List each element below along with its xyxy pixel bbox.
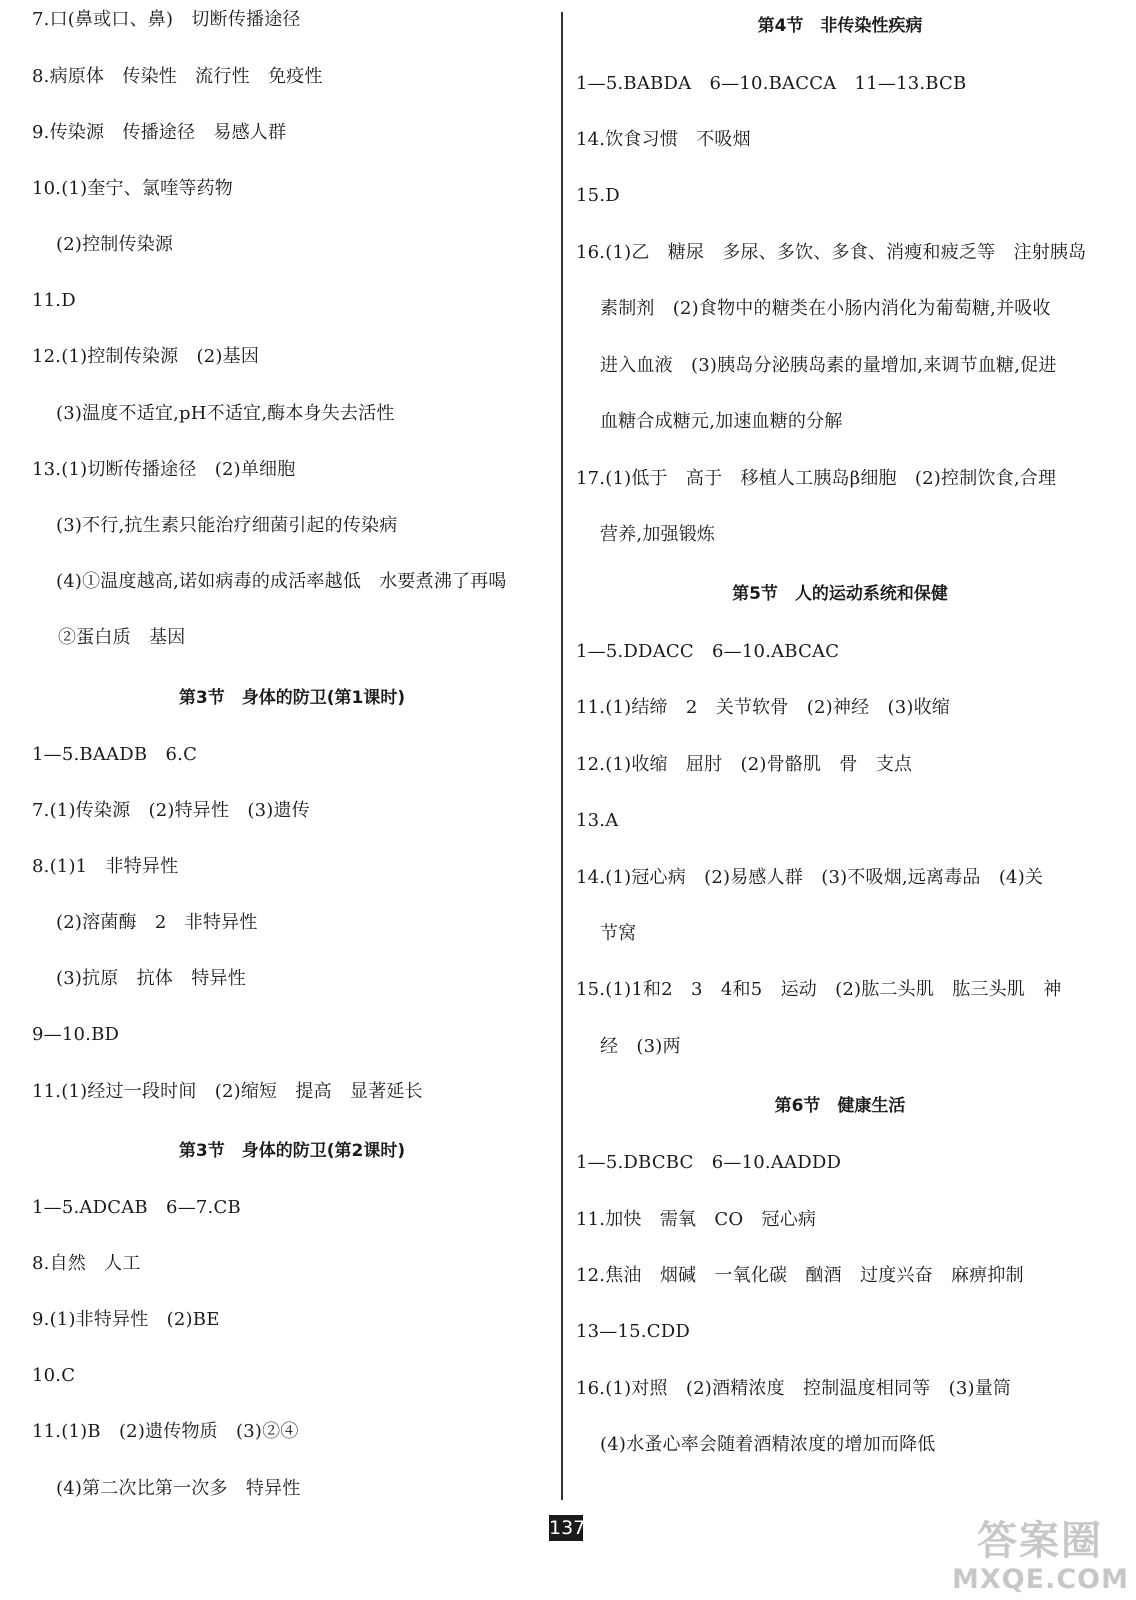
answer-line: 12.焦油 烟碱 一氧化碳 酗酒 过度兴奋 麻痹抑制	[576, 1265, 1024, 1286]
answer-line: 9.(1)非特异性 (2)BE	[32, 1309, 220, 1330]
answer-line: 1—5.DDACC 6—10.ABCAC	[576, 641, 840, 662]
answer-line: 14.饮食习惯 不吸烟	[576, 129, 751, 150]
answer-line: 7.(1)传染源 (2)特异性 (3)遗传	[32, 800, 310, 821]
answer-line: 进入血液 (3)胰岛分泌胰岛素的量增加,来调节血糖,促进	[600, 355, 1057, 376]
section-heading: 第3节 身体的防卫(第1课时)	[178, 688, 406, 708]
answer-line: (2)溶菌酶 2 非特异性	[56, 912, 258, 933]
page-number: 137	[549, 1517, 586, 1539]
answer-line: 16.(1)乙 糖尿 多尿、多饮、多食、消瘦和疲乏等 注射胰岛	[576, 242, 1087, 263]
column-divider	[561, 12, 563, 1500]
answer-line: 12.(1)收缩 屈肘 (2)骨骼肌 骨 支点	[576, 754, 913, 775]
answer-line: 11.(1)B (2)遗传物质 (3)②④	[32, 1421, 299, 1442]
answer-line: 17.(1)低于 高于 移植人工胰岛β细胞 (2)控制饮食,合理	[576, 468, 1057, 489]
answer-line: 10.C	[32, 1365, 76, 1386]
answer-line: (4)水蚤心率会随着酒精浓度的增加而降低	[600, 1434, 936, 1455]
watermark-top-text: 答案圈	[977, 1518, 1103, 1564]
watermark-logo	[952, 1518, 1128, 1594]
answer-line: 13.(1)切断传播途径 (2)单细胞	[32, 459, 296, 480]
answer-line: 经 (3)两	[600, 1036, 681, 1057]
answer-line: 14.(1)冠心病 (2)易感人群 (3)不吸烟,远离毒品 (4)关	[576, 867, 1044, 888]
section-heading: 第6节 健康生活	[774, 1096, 906, 1116]
answer-line: 1—5.BABDA 6—10.BACCA 11—13.BCB	[576, 73, 967, 94]
answer-line: 12.(1)控制传染源 (2)基因	[32, 346, 260, 367]
answer-line: 11.D	[32, 290, 76, 311]
section-heading: 第4节 非传染性疾病	[757, 16, 923, 36]
answer-line: (4)①温度越高,诺如病毒的成活率越低 水要煮沸了再喝	[56, 571, 507, 592]
answer-line: 11.(1)结缔 2 关节软骨 (2)神经 (3)收缩	[576, 697, 950, 718]
answer-line: (4)第二次比第一次多 特异性	[56, 1478, 301, 1499]
answer-line: 9—10.BD	[32, 1024, 120, 1045]
answer-line: 血糖合成糖元,加速血糖的分解	[600, 411, 843, 432]
answer-line: (3)不行,抗生素只能治疗细菌引起的传染病	[56, 515, 398, 536]
answer-line: ②蛋白质 基因	[58, 627, 186, 648]
answer-line: 1—5.BAADB 6.C	[32, 744, 198, 765]
answer-line: 11.加快 需氧 CO 冠心病	[576, 1209, 817, 1230]
answer-line: 8.自然 人工	[32, 1253, 141, 1274]
answer-line: 7.口(鼻或口、鼻) 切断传播途径	[32, 9, 301, 30]
answer-line: 8.病原体 传染性 流行性 免疫性	[32, 66, 323, 87]
answer-line: 11.(1)经过一段时间 (2)缩短 提高 显著延长	[32, 1081, 423, 1102]
answer-line: 10.(1)奎宁、氯喹等药物	[32, 178, 233, 199]
watermark-bottom-text: MXQE.COM	[952, 1564, 1129, 1595]
answer-line: (3)抗原 抗体 特异性	[56, 968, 246, 989]
answer-line: (2)控制传染源	[56, 234, 174, 255]
answer-line: 1—5.DBCBC 6—10.AADDD	[576, 1152, 842, 1173]
section-heading: 第5节 人的运动系统和保健	[732, 584, 948, 604]
answer-line: (3)温度不适宜,pH不适宜,酶本身失去活性	[56, 403, 395, 424]
answer-line: 13—15.CDD	[576, 1321, 690, 1342]
answer-line: 节窝	[600, 923, 637, 944]
answer-line: 8.(1)1 非特异性	[32, 856, 179, 877]
answer-line: 16.(1)对照 (2)酒精浓度 控制温度相同等 (3)量筒	[576, 1378, 1012, 1399]
section-heading: 第3节 身体的防卫(第2课时)	[178, 1141, 406, 1161]
answer-line: 9.传染源 传播途径 易感人群	[32, 122, 287, 143]
answer-line: 1—5.ADCAB 6—7.CB	[32, 1197, 241, 1218]
answer-line: 13.A	[576, 810, 619, 831]
answer-line: 15.D	[576, 185, 620, 206]
answer-line: 营养,加强锻炼	[600, 524, 716, 545]
answer-line: 15.(1)1和2 3 4和5 运动 (2)肱二头肌 肱三头肌 神	[576, 979, 1062, 1000]
answer-line: 素制剂 (2)食物中的糖类在小肠内消化为葡萄糖,并吸收	[600, 298, 1051, 319]
